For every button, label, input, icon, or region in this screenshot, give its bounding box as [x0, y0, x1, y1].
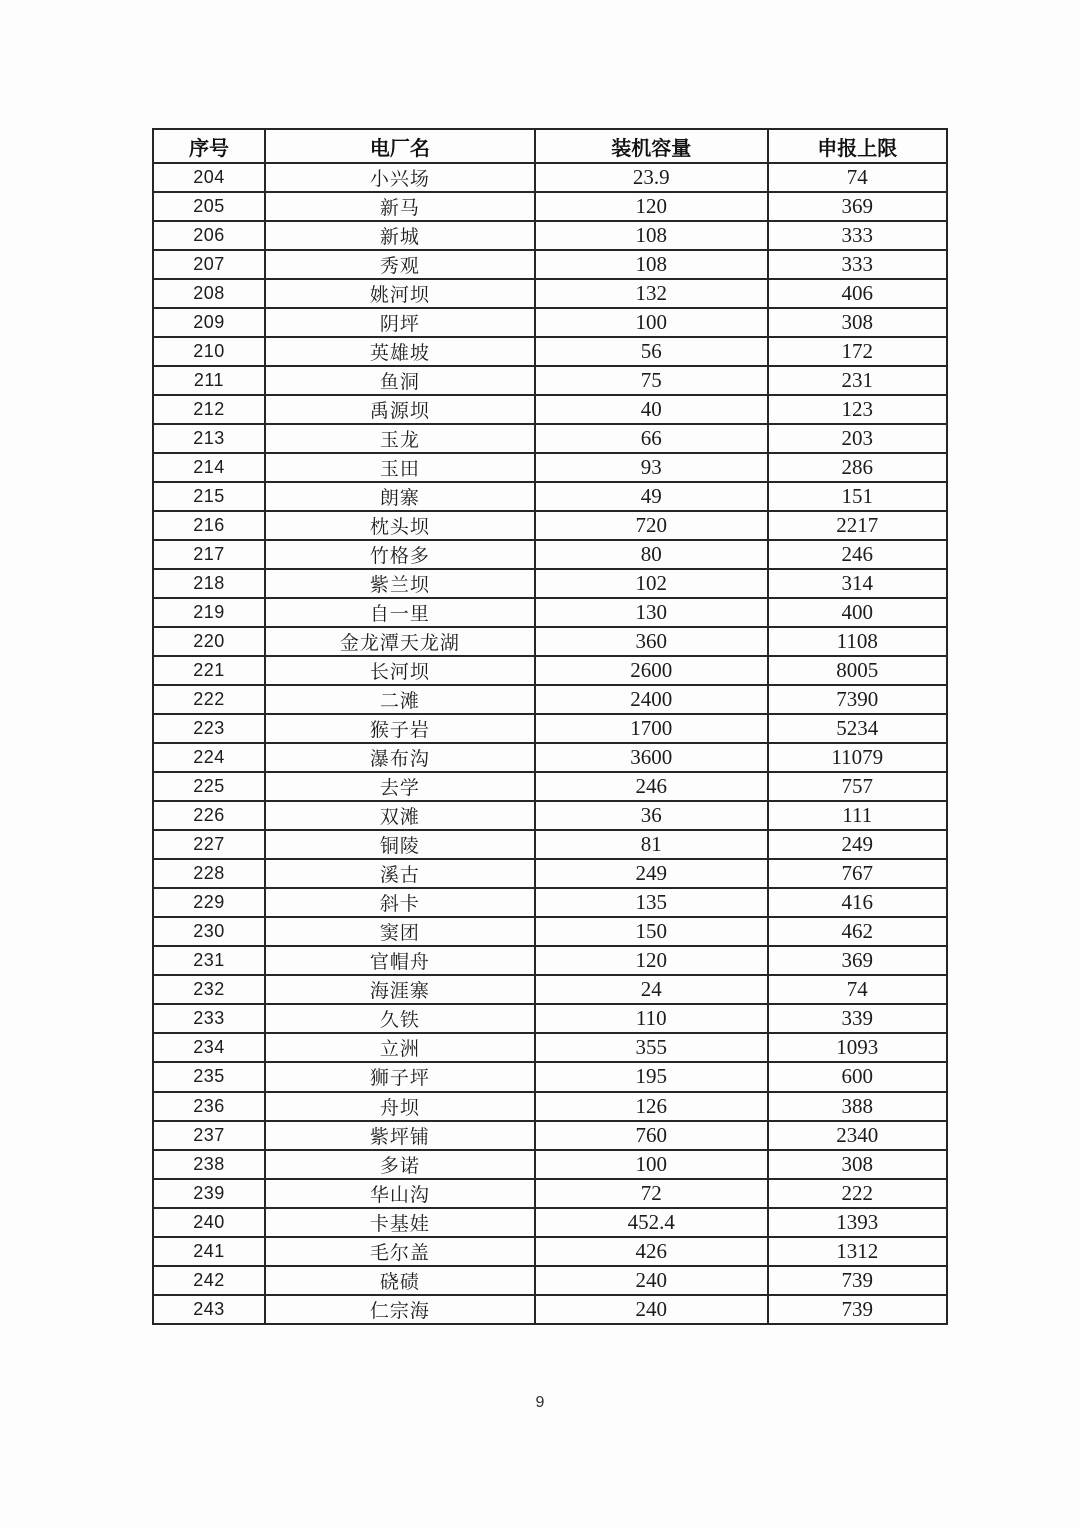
table-row [153, 192, 947, 221]
cell-plant-name: 舟坝 [265, 1092, 535, 1121]
cell-declaration-limit: 231 [768, 366, 947, 395]
cell-installed-capacity: 720 [535, 511, 768, 540]
cell-declaration-limit: 74 [768, 975, 947, 1004]
cell-index: 207 [153, 250, 265, 279]
cell-plant-name: 朗寨 [265, 482, 535, 511]
cell-plant-name: 华山沟 [265, 1179, 535, 1208]
cell-declaration-limit: 314 [768, 569, 947, 598]
page-number: 9 [535, 1394, 545, 1411]
cell-index: 231 [153, 946, 265, 975]
cell-plant-name: 金龙潭天龙湖 [265, 627, 535, 656]
cell-index: 225 [153, 772, 265, 801]
cell-declaration-limit: 1312 [768, 1237, 947, 1266]
cell-index: 222 [153, 685, 265, 714]
cell-declaration-limit: 7390 [768, 685, 947, 714]
cell-index: 223 [153, 714, 265, 743]
cell-installed-capacity: 135 [535, 888, 768, 917]
cell-installed-capacity: 249 [535, 859, 768, 888]
table-row [153, 772, 947, 801]
cell-declaration-limit: 8005 [768, 656, 947, 685]
cell-index: 240 [153, 1208, 265, 1237]
table-row [153, 337, 947, 366]
table-row [153, 743, 947, 772]
cell-installed-capacity: 93 [535, 453, 768, 482]
cell-plant-name: 玉田 [265, 453, 535, 482]
cell-installed-capacity: 100 [535, 1150, 768, 1179]
cell-index: 210 [153, 337, 265, 366]
cell-index: 213 [153, 424, 265, 453]
cell-plant-name: 猴子岩 [265, 714, 535, 743]
cell-index: 243 [153, 1295, 265, 1324]
table-row [153, 279, 947, 308]
cell-plant-name: 卡基娃 [265, 1208, 535, 1237]
cell-installed-capacity: 81 [535, 830, 768, 859]
cell-plant-name: 二滩 [265, 685, 535, 714]
cell-index: 237 [153, 1121, 265, 1150]
cell-installed-capacity: 80 [535, 540, 768, 569]
cell-declaration-limit: 308 [768, 1150, 947, 1179]
cell-index: 208 [153, 279, 265, 308]
cell-declaration-limit: 339 [768, 1004, 947, 1033]
cell-index: 221 [153, 656, 265, 685]
cell-declaration-limit: 203 [768, 424, 947, 453]
cell-index: 224 [153, 743, 265, 772]
cell-declaration-limit: 2340 [768, 1121, 947, 1150]
cell-declaration-limit: 111 [768, 801, 947, 830]
col-header-declaration-limit: 申报上限 [768, 129, 947, 163]
cell-plant-name: 毛尔盖 [265, 1237, 535, 1266]
table-row [153, 656, 947, 685]
cell-declaration-limit: 600 [768, 1062, 947, 1091]
cell-plant-name: 立洲 [265, 1033, 535, 1062]
table-row [153, 1150, 947, 1179]
cell-installed-capacity: 100 [535, 308, 768, 337]
cell-declaration-limit: 400 [768, 598, 947, 627]
cell-installed-capacity: 2400 [535, 685, 768, 714]
cell-index: 206 [153, 221, 265, 250]
col-header-installed-capacity: 装机容量 [535, 129, 768, 163]
table-row [153, 1237, 947, 1266]
col-header-index: 序号 [153, 129, 265, 163]
cell-installed-capacity: 108 [535, 221, 768, 250]
table-row [153, 1062, 947, 1091]
cell-plant-name: 官帽舟 [265, 946, 535, 975]
table-row [153, 1266, 947, 1295]
cell-declaration-limit: 416 [768, 888, 947, 917]
cell-index: 228 [153, 859, 265, 888]
cell-declaration-limit: 333 [768, 221, 947, 250]
cell-installed-capacity: 3600 [535, 743, 768, 772]
table-row [153, 685, 947, 714]
table-row [153, 888, 947, 917]
cell-index: 239 [153, 1179, 265, 1208]
cell-installed-capacity: 240 [535, 1266, 768, 1295]
cell-declaration-limit: 123 [768, 395, 947, 424]
cell-installed-capacity: 23.9 [535, 163, 768, 192]
cell-plant-name: 窦团 [265, 917, 535, 946]
cell-declaration-limit: 249 [768, 830, 947, 859]
cell-declaration-limit: 388 [768, 1092, 947, 1121]
table-row [153, 627, 947, 656]
cell-declaration-limit: 767 [768, 859, 947, 888]
cell-plant-name: 硗碛 [265, 1266, 535, 1295]
cell-installed-capacity: 108 [535, 250, 768, 279]
cell-installed-capacity: 56 [535, 337, 768, 366]
table-row [153, 482, 947, 511]
cell-plant-name: 新城 [265, 221, 535, 250]
cell-index: 211 [153, 366, 265, 395]
cell-index: 233 [153, 1004, 265, 1033]
cell-installed-capacity: 126 [535, 1092, 768, 1121]
cell-declaration-limit: 11079 [768, 743, 947, 772]
cell-plant-name: 狮子坪 [265, 1062, 535, 1091]
cell-plant-name: 秀观 [265, 250, 535, 279]
cell-index: 242 [153, 1266, 265, 1295]
table-body [153, 163, 947, 1324]
cell-plant-name: 紫坪铺 [265, 1121, 535, 1150]
cell-plant-name: 紫兰坝 [265, 569, 535, 598]
cell-index: 205 [153, 192, 265, 221]
cell-plant-name: 去学 [265, 772, 535, 801]
power-plant-table [152, 128, 948, 1325]
table-row [153, 598, 947, 627]
cell-declaration-limit: 333 [768, 250, 947, 279]
cell-plant-name: 竹格多 [265, 540, 535, 569]
table-row [153, 453, 947, 482]
cell-installed-capacity: 1700 [535, 714, 768, 743]
cell-installed-capacity: 24 [535, 975, 768, 1004]
table-row [153, 917, 947, 946]
cell-plant-name: 溪古 [265, 859, 535, 888]
table-header [153, 129, 947, 163]
cell-index: 220 [153, 627, 265, 656]
cell-installed-capacity: 36 [535, 801, 768, 830]
cell-declaration-limit: 2217 [768, 511, 947, 540]
cell-declaration-limit: 369 [768, 946, 947, 975]
cell-index: 204 [153, 163, 265, 192]
col-header-plant-name: 电厂名 [265, 129, 535, 163]
cell-index: 216 [153, 511, 265, 540]
cell-installed-capacity: 452.4 [535, 1208, 768, 1237]
cell-index: 218 [153, 569, 265, 598]
cell-declaration-limit: 74 [768, 163, 947, 192]
table-row [153, 250, 947, 279]
table-row [153, 946, 947, 975]
table-row [153, 569, 947, 598]
cell-index: 235 [153, 1062, 265, 1091]
cell-declaration-limit: 462 [768, 917, 947, 946]
cell-declaration-limit: 739 [768, 1266, 947, 1295]
cell-index: 241 [153, 1237, 265, 1266]
cell-plant-name: 新马 [265, 192, 535, 221]
cell-plant-name: 姚河坝 [265, 279, 535, 308]
cell-installed-capacity: 195 [535, 1062, 768, 1091]
table-row [153, 540, 947, 569]
table-row [153, 714, 947, 743]
cell-declaration-limit: 246 [768, 540, 947, 569]
cell-plant-name: 自一里 [265, 598, 535, 627]
cell-installed-capacity: 240 [535, 1295, 768, 1324]
cell-index: 229 [153, 888, 265, 917]
cell-plant-name: 仁宗海 [265, 1295, 535, 1324]
cell-declaration-limit: 286 [768, 453, 947, 482]
cell-declaration-limit: 1093 [768, 1033, 947, 1062]
cell-installed-capacity: 110 [535, 1004, 768, 1033]
cell-installed-capacity: 66 [535, 424, 768, 453]
table-row [153, 395, 947, 424]
table-row [153, 424, 947, 453]
cell-installed-capacity: 360 [535, 627, 768, 656]
cell-installed-capacity: 130 [535, 598, 768, 627]
cell-installed-capacity: 49 [535, 482, 768, 511]
cell-index: 238 [153, 1150, 265, 1179]
cell-installed-capacity: 120 [535, 192, 768, 221]
cell-declaration-limit: 1393 [768, 1208, 947, 1237]
table-row [153, 221, 947, 250]
table-row [153, 308, 947, 337]
cell-declaration-limit: 406 [768, 279, 947, 308]
cell-declaration-limit: 757 [768, 772, 947, 801]
cell-plant-name: 小兴场 [265, 163, 535, 192]
cell-plant-name: 海涯寨 [265, 975, 535, 1004]
cell-plant-name: 枕头坝 [265, 511, 535, 540]
cell-index: 226 [153, 801, 265, 830]
table-row [153, 1092, 947, 1121]
cell-index: 209 [153, 308, 265, 337]
cell-installed-capacity: 132 [535, 279, 768, 308]
table-row [153, 859, 947, 888]
cell-installed-capacity: 120 [535, 946, 768, 975]
cell-installed-capacity: 2600 [535, 656, 768, 685]
table-row [153, 1121, 947, 1150]
cell-index: 219 [153, 598, 265, 627]
cell-installed-capacity: 75 [535, 366, 768, 395]
table-row [153, 1295, 947, 1324]
cell-plant-name: 禹源坝 [265, 395, 535, 424]
cell-plant-name: 玉龙 [265, 424, 535, 453]
cell-plant-name: 双滩 [265, 801, 535, 830]
table-row [153, 830, 947, 859]
cell-declaration-limit: 222 [768, 1179, 947, 1208]
cell-plant-name: 久铁 [265, 1004, 535, 1033]
table-row [153, 511, 947, 540]
table-row [153, 1033, 947, 1062]
cell-installed-capacity: 72 [535, 1179, 768, 1208]
cell-plant-name: 英雄坡 [265, 337, 535, 366]
table-row [153, 366, 947, 395]
cell-installed-capacity: 760 [535, 1121, 768, 1150]
cell-plant-name: 斜卡 [265, 888, 535, 917]
cell-plant-name: 铜陵 [265, 830, 535, 859]
cell-index: 236 [153, 1092, 265, 1121]
cell-installed-capacity: 102 [535, 569, 768, 598]
cell-index: 212 [153, 395, 265, 424]
cell-installed-capacity: 40 [535, 395, 768, 424]
table-row [153, 1004, 947, 1033]
cell-index: 217 [153, 540, 265, 569]
cell-installed-capacity: 150 [535, 917, 768, 946]
table-row [153, 801, 947, 830]
cell-declaration-limit: 1108 [768, 627, 947, 656]
table-header-row [153, 129, 947, 163]
cell-installed-capacity: 246 [535, 772, 768, 801]
cell-index: 227 [153, 830, 265, 859]
cell-plant-name: 长河坝 [265, 656, 535, 685]
cell-plant-name: 多诺 [265, 1150, 535, 1179]
cell-index: 214 [153, 453, 265, 482]
cell-index: 232 [153, 975, 265, 1004]
table-row [153, 1208, 947, 1237]
cell-index: 234 [153, 1033, 265, 1062]
cell-plant-name: 瀑布沟 [265, 743, 535, 772]
cell-index: 230 [153, 917, 265, 946]
cell-installed-capacity: 426 [535, 1237, 768, 1266]
cell-plant-name: 鱼洞 [265, 366, 535, 395]
cell-declaration-limit: 5234 [768, 714, 947, 743]
cell-plant-name: 阴坪 [265, 308, 535, 337]
cell-declaration-limit: 369 [768, 192, 947, 221]
cell-declaration-limit: 151 [768, 482, 947, 511]
cell-installed-capacity: 355 [535, 1033, 768, 1062]
table-row [153, 163, 947, 192]
table-row [153, 1179, 947, 1208]
cell-declaration-limit: 739 [768, 1295, 947, 1324]
cell-declaration-limit: 172 [768, 337, 947, 366]
table-row [153, 975, 947, 1004]
cell-index: 215 [153, 482, 265, 511]
cell-declaration-limit: 308 [768, 308, 947, 337]
